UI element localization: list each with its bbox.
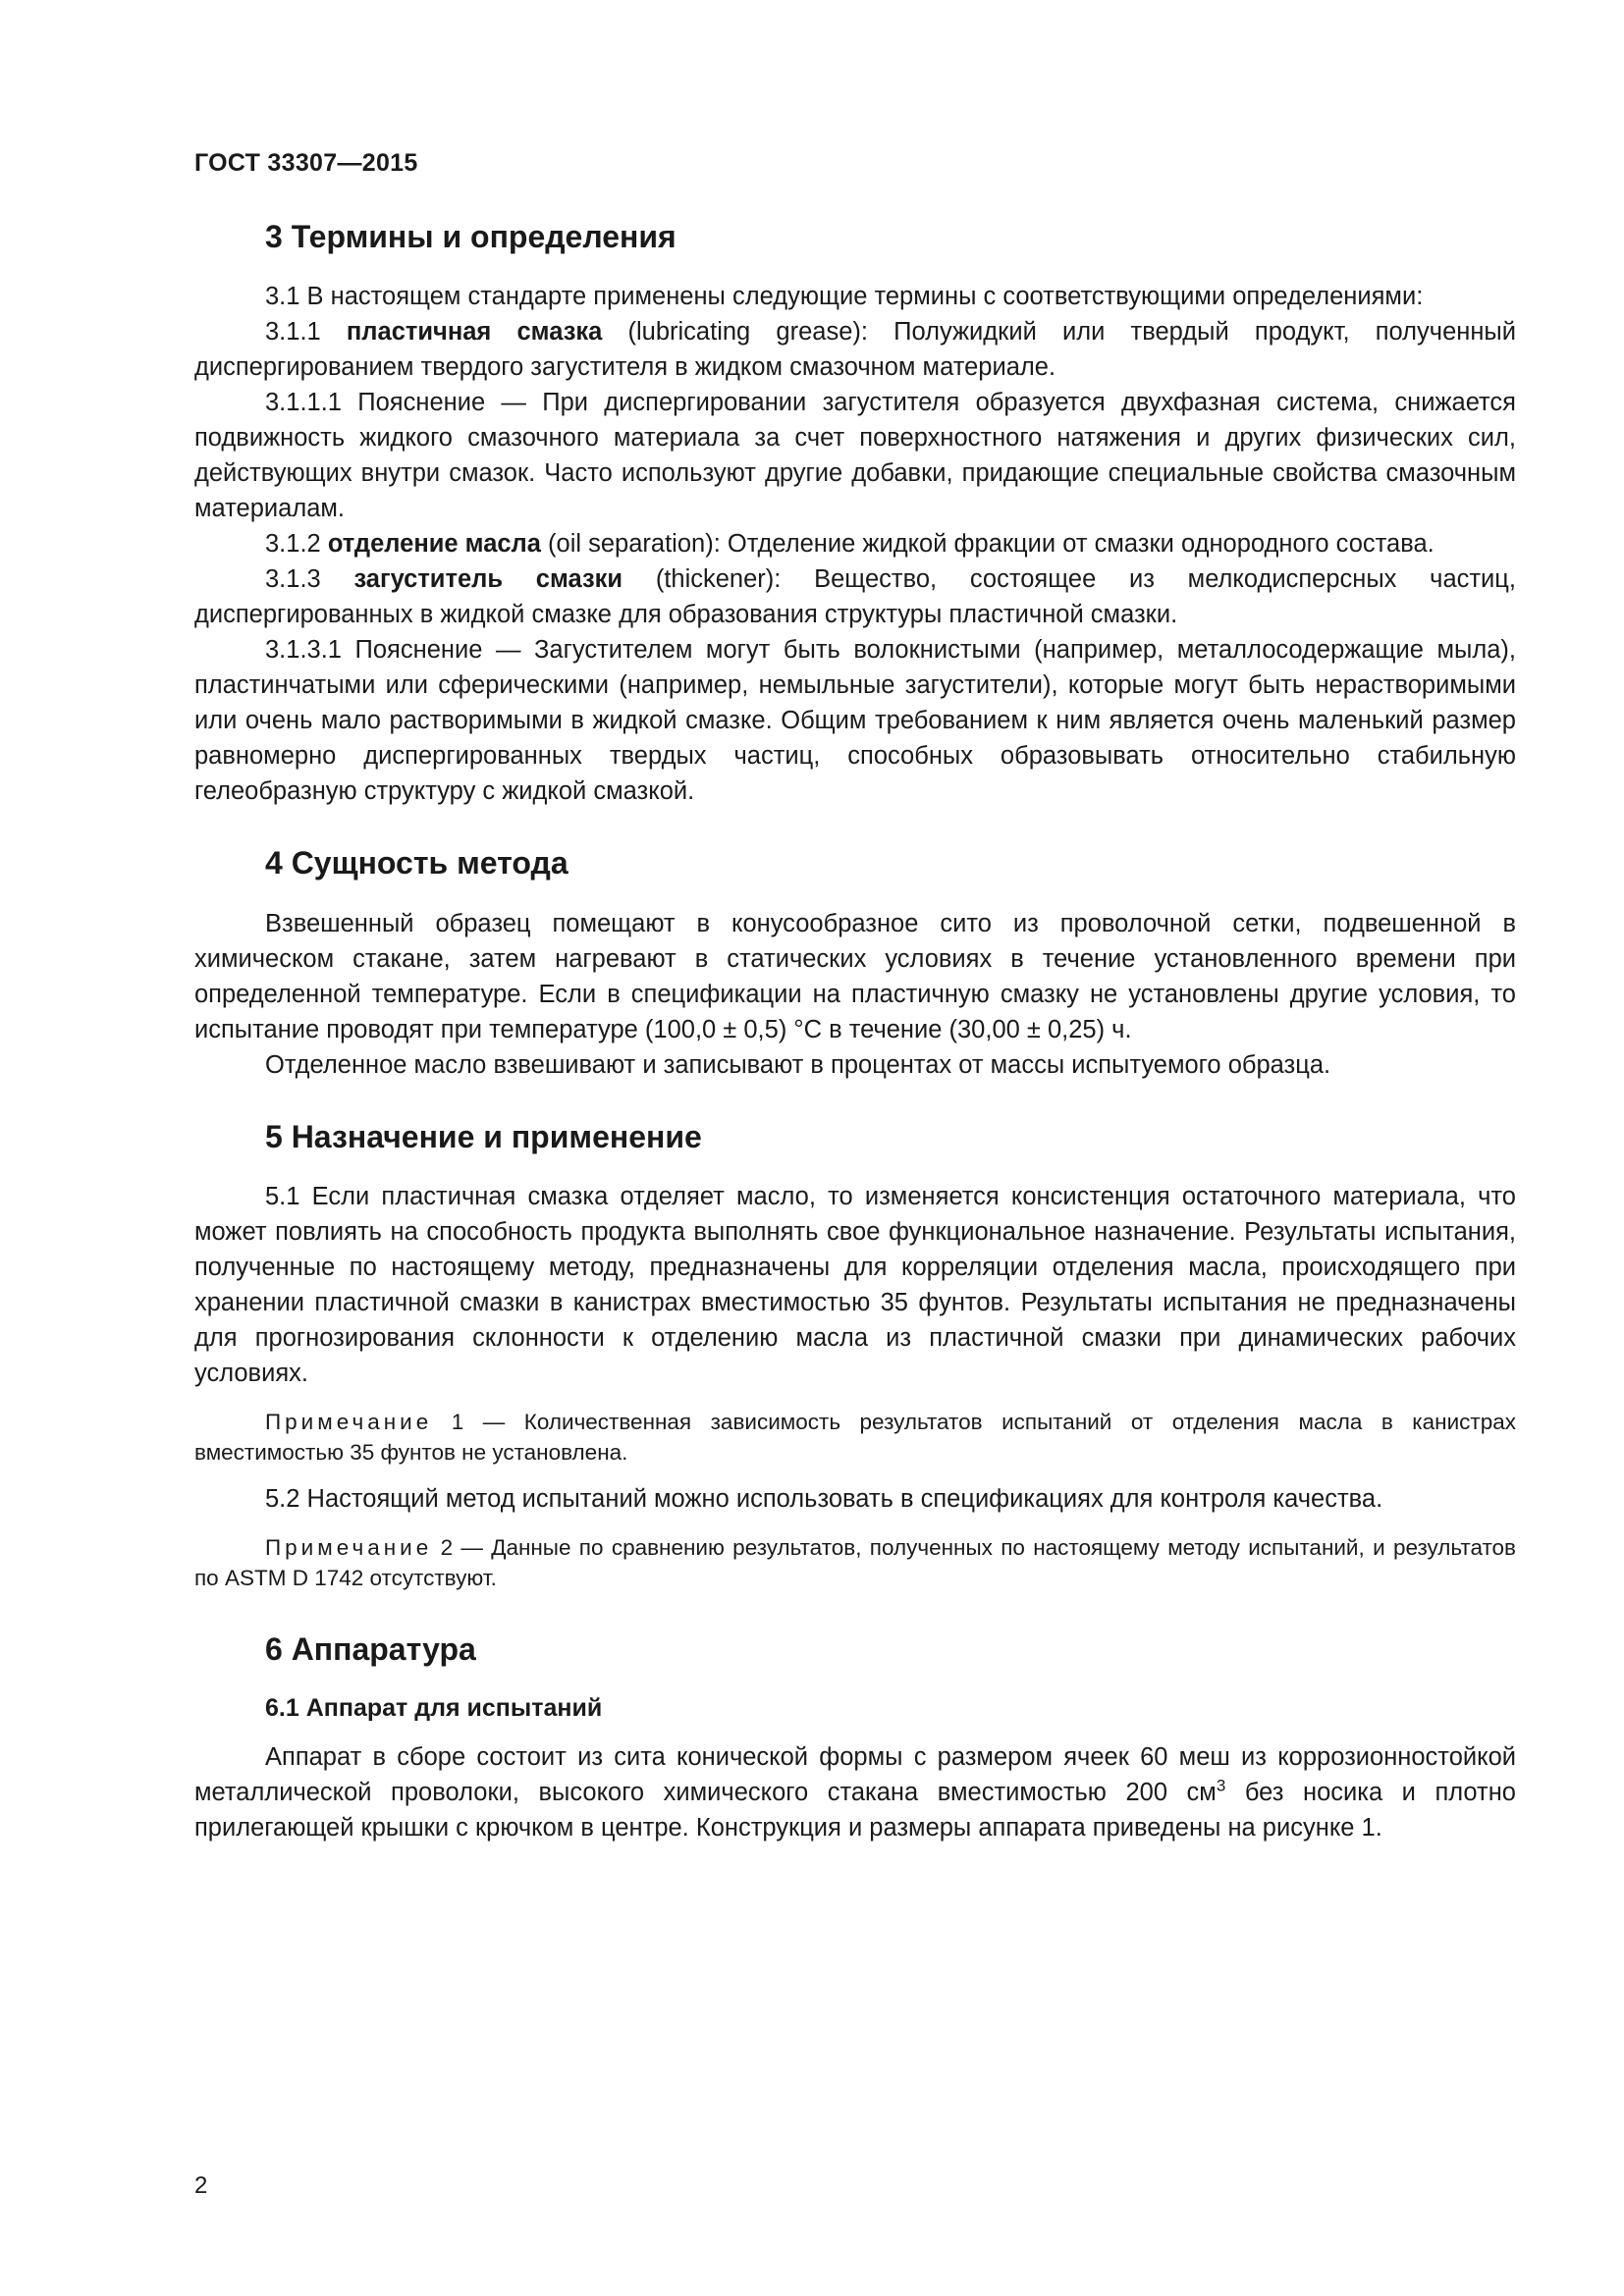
paragraph-text: Аппарат в сборе состоит из сита конической формы с размером ячеек 60 меш из коррозионностойкой металлической проволоки, высокого химического стакана вместимостью 200 см [194, 1743, 1516, 1807]
definition-text: (lubricating grease): Полужидкий или твердый продукт, полученный диспергированием твердого загустителя в жидком смазочном материале. [194, 318, 1516, 382]
section-5-title: 5 Назначение и применение [265, 1118, 702, 1154]
note-2 [194, 1532, 1516, 1593]
section-3-title: 3 Термины и определения [265, 219, 677, 254]
clause-number: 3.1.2 [265, 530, 321, 559]
section-4-title: 4 Сущность метода [265, 845, 568, 881]
note-label: Примечание [265, 1410, 433, 1435]
term-oil-separation: отделение масла [327, 530, 541, 559]
note-1 [194, 1407, 1516, 1468]
note-text: 2 — Данные по сравнению результатов, полученных по настоящему методу испытаний, и результатов по ASTM D 1742 отсутствуют. [194, 1535, 1516, 1591]
document-body [194, 218, 1516, 1845]
term-lubricating-grease: пластичная смазка [346, 318, 603, 347]
paragraph-3-1-1 [194, 314, 1516, 385]
paragraph-3-1-3-1: 3.1.3.1 Пояснение — Загустителем могут быть волокнистыми (например, металлосодержащие мыла), пластинчатыми или сферическими (например, немыльные загустители), которые могут быть нерастворимыми или очень мало растворимыми в жидкой смазке. Общим требованием к ним является очень маленький размер равномерно диспергированных твердых частиц, способных образовывать относительно стабильную гелеобразную структуру с жидкой смазкой. [194, 636, 1516, 806]
superscript-cubic: 3 [1216, 1776, 1226, 1795]
page-number: 2 [194, 2172, 208, 2199]
note-label: Примечание [265, 1535, 433, 1561]
note-text: 1 — Количественная зависимость результатов испытаний от отделения масла в канистрах вместимостью 35 фунтов не установлена. [194, 1410, 1516, 1466]
paragraph-3-1: 3.1 В настоящем стандарте применены следующие термины с соответствующими определениями: [265, 283, 1424, 311]
paragraph-4-2: Отделенное масло взвешивают и записывают в процентах от массы испытуемого образца. [265, 1050, 1331, 1079]
paragraph-5-1: 5.1 Если пластичная смазка отделяет масло, то изменяется консистенция остаточного материала, что может повлиять на способность продукта выполнять свое функциональное назначение. Результаты испытания, полученные по настоящему методу, предназначены для корреляции отделения масла, происходящего при хранении пластичной смазки в канистрах вместимостью 35 фунтов. Результаты испытания не предназначены для прогнозирования склонности к отделению масла из пластичной смазки при динамических рабочих условиях. [194, 1183, 1516, 1388]
paragraph-3-1-1-1: 3.1.1.1 Пояснение — При диспергировании загустителя образуется двухфазная система, снижается подвижность жидкого смазочного материала за счет поверхностного натяжения и других физических сил, действующих внутри смазок. Часто используют другие добавки, придающие специальные свойства смазочным материалам. [194, 389, 1516, 523]
section-6-title: 6 Аппаратура [265, 1631, 476, 1668]
paragraph-3-1-2 [194, 526, 1516, 561]
subsection-6-1-title: 6.1 Аппарат для испытаний [265, 1693, 603, 1722]
paragraph-6-1 [194, 1739, 1516, 1845]
paragraph-4-1: Взвешенный образец помещают в конусообразное сито из проволочной сетки, подвешенной в химическом стакане, затем нагревают в статических условиях в течение установленного времени при определенной температуре. Если в спецификации на пластичную смазку не установлены другие условия, то испытание проводят при температуре (100,0 ± 0,5) °С в течение (30,00 ± 0,25) ч. [194, 909, 1516, 1043]
definition-text: (oil separation): Отделение жидкой фракции от смазки однородного состава. [548, 530, 1435, 559]
definition-text: (thickener): Вещество, состоящее из мелкодисперсных частиц, диспергированных в жидкой смазке для образования структуры пластичной смазки. [194, 565, 1516, 629]
paragraph-5-2: 5.2 Настоящий метод испытаний можно использовать в спецификациях для контроля качества. [265, 1485, 1383, 1514]
clause-number: 3.1.1 [265, 318, 321, 347]
document-code: ГОСТ 33307—2015 [194, 149, 418, 177]
clause-number: 3.1.3 [265, 565, 321, 594]
paragraph-3-1-3 [194, 561, 1516, 632]
term-thickener: загуститель смазки [353, 565, 623, 594]
paragraph-text: без носика и плотно прилегающей крышки с крючком в центре. Конструкция и размеры аппарата приведены на рисунке 1. [194, 1779, 1516, 1842]
